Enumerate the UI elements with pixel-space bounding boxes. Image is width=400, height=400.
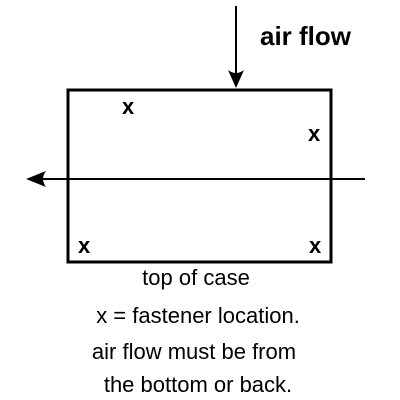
fastener-mark-bottom-right: x	[309, 233, 322, 258]
caption-line-2: x = fastener location.	[96, 303, 300, 328]
case-outline	[68, 90, 331, 262]
caption-line-4: the bottom or back.	[103, 372, 293, 397]
caption-line-3: air flow must be from	[91, 339, 297, 364]
fastener-mark-bottom-left: x	[78, 233, 91, 258]
fastener-mark-top: x	[122, 94, 135, 119]
caption-line-1: top of case	[142, 265, 250, 290]
left-arrow-head-icon	[26, 171, 46, 187]
fastener-mark-right: x	[308, 121, 321, 146]
airflow-label: air flow	[260, 21, 352, 51]
